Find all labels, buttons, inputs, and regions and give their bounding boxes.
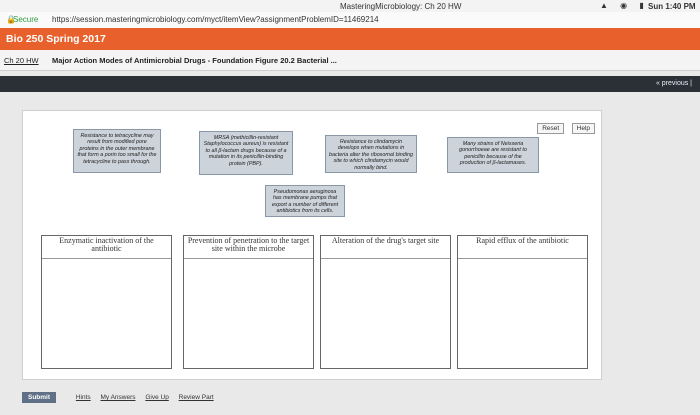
help-button[interactable]: Help (572, 123, 595, 134)
give-up-link[interactable]: Give Up (145, 394, 169, 401)
answer-actions (22, 392, 222, 403)
draggable-card-neisseria[interactable]: Many strains of Neisseria gonorrhoeae are resistant to penicillin because of the production of β-lactamases. (447, 137, 539, 173)
drop-zone-alteration[interactable] (320, 235, 451, 369)
assignment-bar (0, 50, 700, 71)
previous-link[interactable]: « previous | (655, 80, 692, 87)
drop-zone-label: Rapid efflux of the antibiotic (458, 236, 587, 259)
draggable-card-pseudomonas[interactable]: Pseudomonas aeruginosa has membrane pumps that export a number of different antibiotics from its cells. (265, 185, 345, 217)
system-tray-icons: ▲ ◉ ▮ (600, 1, 649, 10)
drop-zone-label: Alteration of the drug's target site (321, 236, 450, 259)
item-nav-bar (0, 76, 700, 92)
browser-url-bar[interactable] (0, 12, 700, 29)
answer-links (76, 394, 222, 401)
breadcrumb-assignment[interactable]: Ch 20 HW (4, 56, 39, 65)
panel-controls (534, 117, 595, 135)
drop-zone-label: Prevention of penetration to the target site within the microbe (184, 236, 313, 259)
course-header (0, 28, 700, 50)
assignment-title: Major Action Modes of Antimicrobial Drugs - Foundation Figure 20.2 Bacterial ... (52, 56, 337, 65)
course-title[interactable]: Bio 250 Spring 2017 (6, 33, 106, 45)
review-part-link[interactable]: Review Part (178, 394, 214, 401)
draggable-card-tetracycline[interactable]: Resistance to tetracycline may result from modified pore proteins in the outer membrane that form a porin too small for the tetracycline to pass through. (73, 129, 161, 173)
drop-zone-efflux[interactable] (457, 235, 588, 369)
os-menubar (0, 0, 700, 12)
my-answers-link[interactable]: My Answers (100, 394, 136, 401)
draggable-card-mrsa[interactable]: MRSA (methicillin-resistant Staphylococcus aureus) is resistant to all β-lactam drugs because of a mutation in its penicillin-binding protein (PBP). (199, 131, 293, 175)
secure-label: Secure (13, 15, 39, 24)
submit-button[interactable]: Submit (22, 392, 56, 403)
drag-drop-panel (22, 110, 602, 380)
drop-zone-label: Enzymatic inactivation of the antibiotic (42, 236, 171, 259)
url-text[interactable]: https://session.masteringmicrobiology.com/myct/itemView?assignmentProblemID=11469214 (52, 15, 379, 24)
drop-zone-prevention[interactable] (183, 235, 314, 369)
lock-icon: 🔒 (6, 15, 16, 24)
window-title: MasteringMicrobiology: Ch 20 HW (340, 2, 462, 11)
draggable-card-clindamycin[interactable]: Resistance to clindamycin develops when mutations in bacteria alter the ribosomal binding site to which clindamycin would normally bind. (325, 135, 417, 173)
reset-button[interactable]: Reset (537, 123, 564, 134)
hints-link[interactable]: Hints (75, 394, 91, 401)
clock: Sun 1:40 PM (648, 2, 696, 11)
drop-zone-enzymatic[interactable] (41, 235, 172, 369)
